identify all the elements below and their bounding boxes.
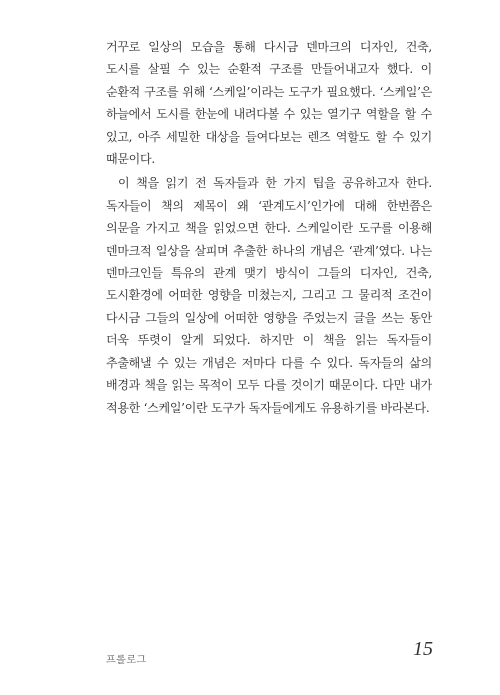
page-number: 15 (413, 638, 433, 660)
running-footer-section-title: 프롤로그 (106, 655, 147, 666)
paragraph-1: 거꾸로 일상의 모습을 통해 다시금 덴마크의 디자인, 건축, 도시를 살필 수 있는 순환적 구조를 만들어내고자 했다. 이 순환적 구조를 위해 ‘스케일’이라는 도구가 필요했다. ‘스케일’은 하늘에서 도시를 한눈에 내려다볼 수 있는 열기구 역할을 할 수 있고, 아주 세밀한 대상을 들여다보는 렌즈 역할도 할 수 있기 때문이다. (106, 40, 432, 167)
body-text (106, 36, 432, 419)
paragraph-2: 이 책을 읽기 전 독자들과 한 가지 팁을 공유하고자 한다. 독자들이 책의 제목이 왜 ‘관계도시’인가에 대해 한번쯤은 의문을 가지고 책을 읽었으면 한다. 스케일이란 도구를 이용해 덴마크적 일상을 살피며 추출한 하나의 개념은 ‘관계’였다. 나는 덴마크인들 특유의 관계 맺기 방식이 그들의 디자인, 건축, 도시환경에 어떠한 영향을 미쳤는지, 그리고 그 물리적 조건이 다시금 그들의 일상에 어떠한 영향을 주었는지 글을 쓰는 동안 더욱 뚜렷이 알게 되었다. 하지만 이 책을 읽는 독자들이 추출해낼 수 있는 개념은 저마다 다를 수 있다. 독자들의 삶의 배경과 책을 읽는 목적이 모두 다를 것이기 때문이다. 다만 내가 적용한 ‘스케일’이란 도구가 독자들에게도 유용하기를 바라본다. (106, 176, 432, 415)
